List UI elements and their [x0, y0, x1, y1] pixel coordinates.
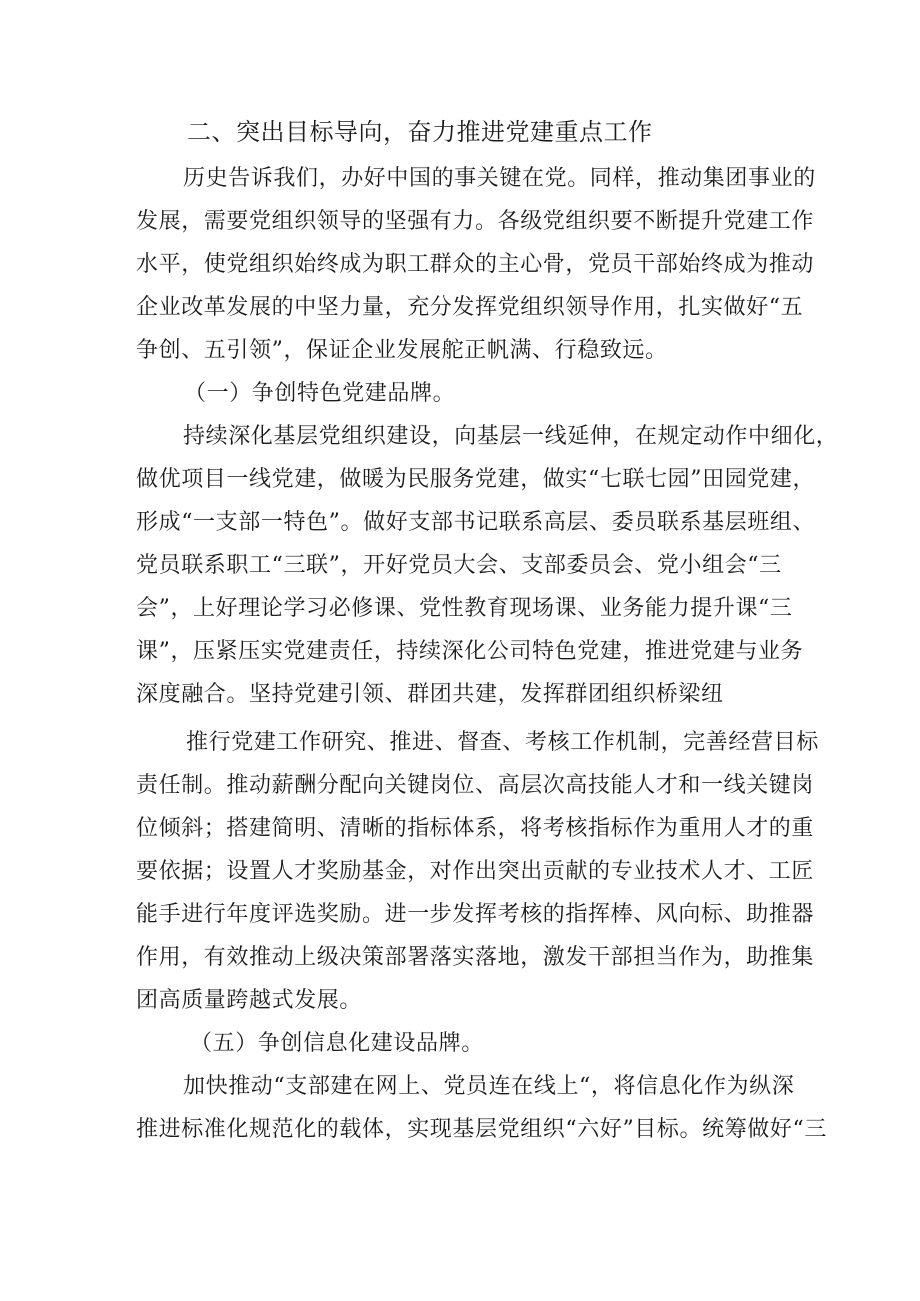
para1-line-2: 发展，需要党组织领导的坚强有力。各级党组织要不断提升党建工作 [136, 209, 815, 234]
para3-line-1: 推行党建工作研究、推进、督查、考核工作机制，完善经营目标 [186, 730, 819, 755]
subheading-5: （五）争创信息化建设品牌。 [190, 1031, 484, 1056]
para3-line-7: 团高质量跨越式发展。 [136, 988, 363, 1013]
para2-line-1: 持续深化基层党组织建设，向基层一线延伸，在规定动作中细化， [183, 424, 839, 449]
para3-line-3: 位倾斜；搭建简明、清晰的指标体系，将考核指标作为重用人才的重 [136, 816, 815, 841]
para2-line-6: 课”，压紧压实党建责任，持续深化公司特色党建，推进党建与业务 [136, 639, 804, 664]
para2-line-2: 做优项目一线党建，做暖为民服务党建，做实“七联七园”田园党建， [136, 467, 816, 492]
para3-line-2: 责任制。推动薪酬分配向关键岗位、高层次高技能人才和一线关键岗 [136, 773, 815, 798]
para4-line-2: 推进标准化规范化的载体，实现基层党组织“六好”目标。统筹做好“三 [136, 1117, 827, 1142]
para1-line-1: 历史告诉我们，办好中国的事关键在党。同样，推动集团事业的 [183, 166, 816, 191]
subheading-1: （一）争创特色党建品牌。 [184, 381, 456, 406]
para4-line-1: 加快推动“支部建在网上、党员连在线上“，将信息化作为纵深 [183, 1074, 795, 1099]
para1-line-3: 水平，使党组织始终成为职工群众的主心骨，党员干部始终成为推动 [136, 252, 815, 277]
para2-line-5: 会”，上好理论学习必修课、党性教育现场课、业务能力提升课“三 [136, 596, 793, 621]
para2-line-3: 形成“一支部一特色”。做好支部书记联系高层、委员联系基层班组、 [136, 510, 816, 535]
para3-line-6: 作用，有效推动上级决策部署落实落地，激发干部担当作为，助推集 [136, 945, 815, 970]
para2-line-4: 党员联系职工“三联”，开好党员大会、支部委员会、党小组会“三 [136, 553, 782, 578]
para1-line-4: 企业改革发展的中坚力量，充分发挥党组织领导作用，扎实做好“五 [136, 295, 804, 320]
section-heading: 二、突出目标导向，奋力推进党建重点工作 [187, 118, 653, 146]
para3-line-4: 要依据；设置人才奖励基金，对作出突出贡献的专业技术人才、工匠 [136, 859, 815, 884]
para3-line-5: 能手进行年度评选奖励。进一步发挥考核的指挥棒、风向标、助推器 [136, 902, 815, 927]
para1-line-5: 争创、五引领”，保证企业发展舵正帆满、行稳致远。 [136, 338, 668, 363]
para2-line-7: 深度融合。坚持党建引领、群团共建，发挥群团组织桥梁纽 [136, 682, 724, 707]
